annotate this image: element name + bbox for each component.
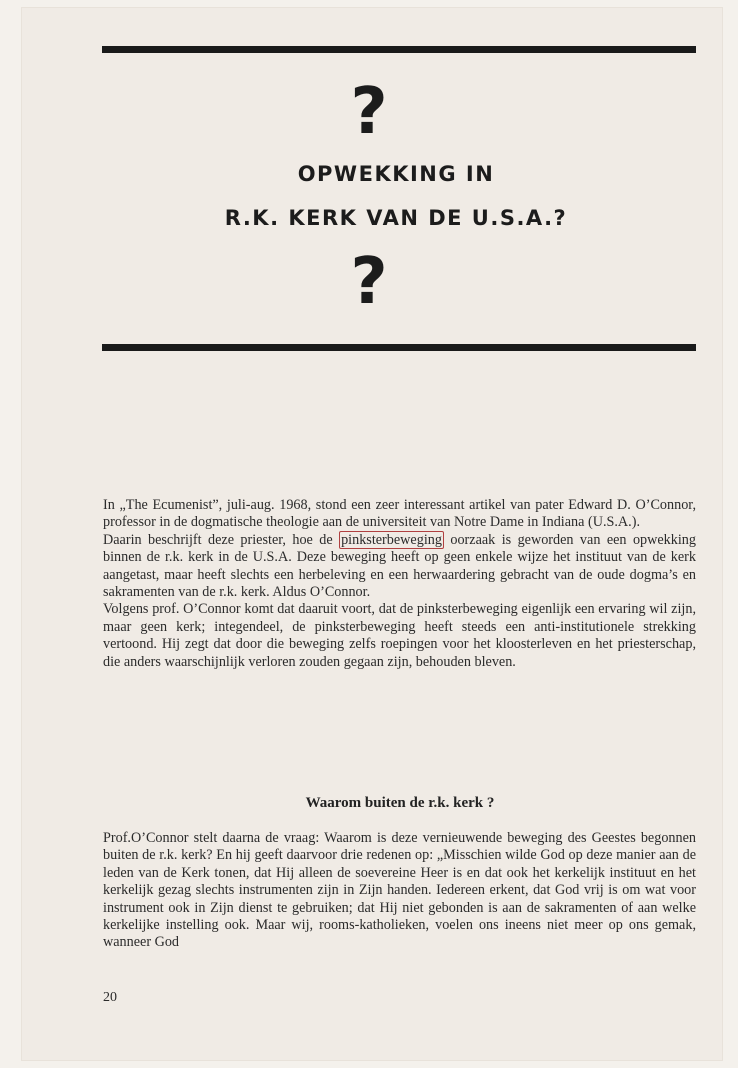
title-line-1: OPWEKKING IN — [297, 162, 495, 186]
intro-paragraph-2-end: oorzaak is geworden van een opwekking binnen de r.k. kerk in de U.S.A. Deze beweging heeft op geen enkele wijze het instituut van de kerk aangetast, maar heeft slechts een herbeleving en een herwaardering gebracht van de oude dogma’s en sakramenten van de r.k. kerk. Aldus O’Connor. — [103, 531, 696, 601]
bottom-rule — [102, 344, 696, 351]
annotated-word: pinksterbeweging — [341, 531, 442, 548]
section-text — [103, 830, 696, 952]
title-line-2: R.K. KERK VAN DE U.S.A.? — [224, 206, 568, 230]
question-mark-top: ? — [350, 75, 388, 149]
intro-paragraph-2-start: Daarin beschrijft deze priester, hoe de — [103, 531, 340, 548]
intro-paragraph-2 — [103, 532, 696, 602]
top-rule — [102, 46, 696, 53]
section-heading: Waarom buiten de r.k. kerk ? — [305, 795, 495, 811]
intro-paragraph-1: In „The Ecumenist”, juli-aug. 1968, stond een zeer interessant artikel van pater Edward D. O’Connor, professor in de dogmatische theologie aan de universiteit van Notre Dame in Indiana (U.S.A.). — [103, 497, 696, 531]
page-number: 20 — [103, 990, 117, 1005]
intro-text — [103, 497, 696, 671]
section-paragraph-1: Prof.O’Connor stelt daarna de vraag: Waarom is deze vernieuwende beweging des Geestes begonnen buiten de r.k. kerk? En hij geeft daarvoor drie redenen op: „Misschien wilde God op deze manier aan de leden van de Kerk tonen, dat Hij alleen de soevereine Heer is en dat ook het kerkelijk instituut en het kerkelijk gezag slechts instrumenten zijn in Zijn handen. Iedereen erkent, dat God vrij is om wat voor instrument ook in Zijn dienst te gebruiken; dat Hij niet gebonden is aan de sakramenten of aan welke kerkelijke instelling ook. Maar wij, rooms-katholieken, voelen ons ineens niet meer op ons gemak, wanneer God — [103, 830, 696, 951]
question-mark-bottom: ? — [350, 245, 388, 319]
intro-paragraph-3: Volgens prof. O’Connor komt dat daaruit voort, dat de pinksterbeweging eigenlijk een ervaring wil zijn, maar geen kerk; integendeel, de pinksterbeweging heeft steeds een anti-institutionele strekking vertoond. Hij zegt dat door die beweging zelfs roepingen voor het kloosterleven en het priesterschap, die anders waarschijnlijk verloren zouden gegaan zijn, behouden bleven. — [103, 601, 696, 670]
